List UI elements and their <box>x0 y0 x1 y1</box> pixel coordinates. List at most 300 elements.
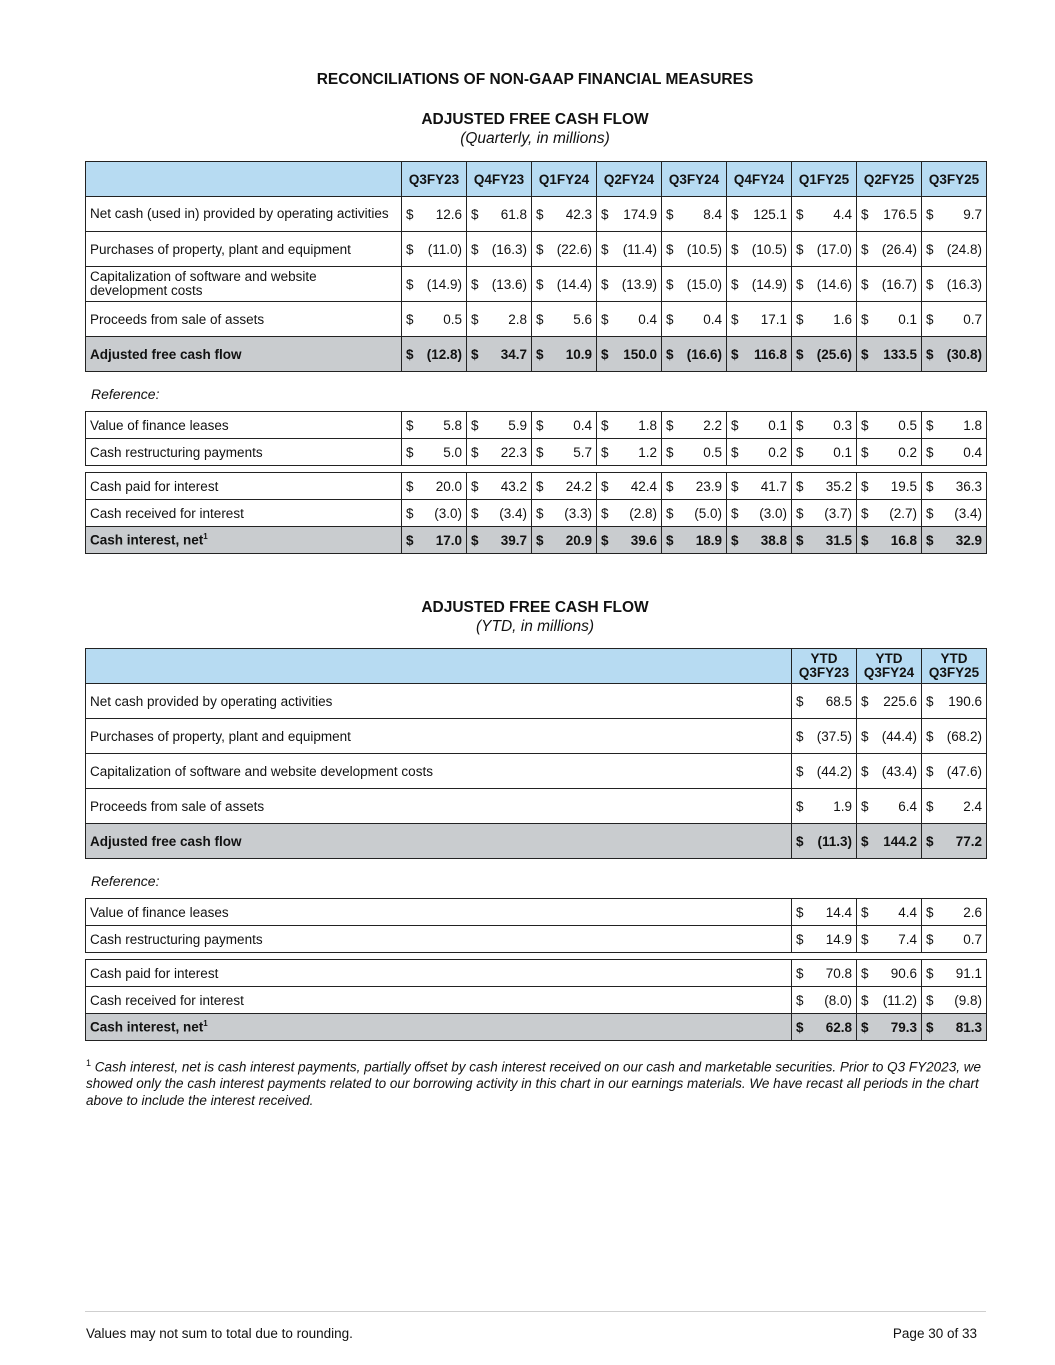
currency-symbol: $ <box>731 478 739 494</box>
value-cell <box>402 500 467 527</box>
value-cell <box>467 500 532 527</box>
value-wrap <box>796 347 852 362</box>
amount: 0.4 <box>638 311 657 327</box>
value-cell <box>922 926 987 953</box>
value-wrap <box>861 533 917 548</box>
value-cell <box>857 960 922 987</box>
value-cell <box>857 500 922 527</box>
currency-symbol: $ <box>601 505 609 521</box>
quarterly-reference-table <box>85 411 987 466</box>
currency-symbol: $ <box>926 505 934 521</box>
currency-symbol: $ <box>731 505 739 521</box>
value-wrap <box>926 506 982 521</box>
value-cell <box>792 719 857 754</box>
table-row <box>86 473 987 500</box>
row-label-text: Value of finance leases <box>90 904 229 920</box>
currency-symbol: $ <box>796 444 804 460</box>
amount: 10.9 <box>565 346 592 362</box>
footnote-ref: 1 <box>203 1019 208 1029</box>
amount: (12.8) <box>426 346 462 362</box>
value-wrap <box>471 277 527 292</box>
currency-symbol: $ <box>731 346 739 362</box>
currency-symbol: $ <box>861 965 869 981</box>
value-cell <box>792 412 857 439</box>
value-cell <box>857 1014 922 1041</box>
row-label <box>86 1014 792 1041</box>
value-cell <box>857 926 922 953</box>
value-wrap <box>861 506 917 521</box>
value-cell <box>857 232 922 267</box>
value-wrap <box>796 1020 852 1035</box>
value-wrap <box>406 347 462 362</box>
value-cell <box>792 987 857 1014</box>
currency-symbol: $ <box>861 728 869 744</box>
column-header <box>922 649 987 684</box>
value-wrap <box>926 966 982 981</box>
currency-symbol: $ <box>926 904 934 920</box>
value-wrap <box>471 533 527 548</box>
currency-symbol: $ <box>731 532 739 548</box>
amount: (25.6) <box>816 346 852 362</box>
currency-symbol: $ <box>796 931 804 947</box>
currency-symbol: $ <box>666 417 674 433</box>
column-header: Q4FY24 <box>727 162 792 197</box>
amount: (47.6) <box>946 763 982 779</box>
amount: 1.6 <box>833 311 852 327</box>
amount: 61.8 <box>500 206 527 222</box>
amount: 16.8 <box>890 532 917 548</box>
table-row <box>86 684 987 719</box>
table-row <box>86 789 987 824</box>
row-label <box>86 412 402 439</box>
value-wrap <box>926 905 982 920</box>
value-wrap <box>796 506 852 521</box>
total-row <box>86 527 987 554</box>
currency-symbol: $ <box>926 311 934 327</box>
amount: (11.4) <box>622 241 657 257</box>
value-wrap <box>406 242 462 257</box>
amount: 8.4 <box>703 206 722 222</box>
value-wrap <box>601 533 657 548</box>
value-cell <box>857 267 922 302</box>
currency-symbol: $ <box>406 346 414 362</box>
value-wrap <box>926 932 982 947</box>
value-wrap <box>861 729 917 744</box>
value-cell <box>792 684 857 719</box>
amount: 14.9 <box>825 931 852 947</box>
value-wrap <box>796 799 852 814</box>
total-row <box>86 337 987 372</box>
value-cell <box>792 197 857 232</box>
currency-symbol: $ <box>861 532 869 548</box>
value-cell <box>792 926 857 953</box>
amount: (3.0) <box>759 505 787 521</box>
value-wrap <box>731 418 787 433</box>
value-cell <box>662 527 727 554</box>
value-cell <box>922 267 987 302</box>
amount: (17.0) <box>816 241 852 257</box>
value-cell <box>597 439 662 466</box>
currency-symbol: $ <box>406 206 414 222</box>
currency-symbol: $ <box>406 241 414 257</box>
currency-symbol: $ <box>536 478 544 494</box>
row-label <box>86 500 402 527</box>
amount: (11.0) <box>427 241 462 257</box>
value-wrap <box>601 418 657 433</box>
value-wrap <box>666 312 722 327</box>
value-cell <box>857 197 922 232</box>
amount: 0.5 <box>443 311 462 327</box>
value-wrap <box>926 312 982 327</box>
amount: 12.6 <box>435 206 462 222</box>
currency-symbol: $ <box>536 532 544 548</box>
value-cell <box>857 684 922 719</box>
amount: (3.4) <box>954 505 982 521</box>
amount: (13.9) <box>621 276 657 292</box>
value-cell <box>922 302 987 337</box>
row-label-text: Proceeds from sale of assets <box>90 798 265 814</box>
currency-symbol: $ <box>601 417 609 433</box>
column-header: Q3FY24 <box>662 162 727 197</box>
column-header: Q3FY23 <box>402 162 467 197</box>
table-row <box>86 232 987 267</box>
amount: 5.6 <box>573 311 592 327</box>
amount: 34.7 <box>500 346 527 362</box>
currency-symbol: $ <box>861 931 869 947</box>
amount: 9.7 <box>963 206 982 222</box>
amount: 0.3 <box>833 417 852 433</box>
amount: 0.2 <box>768 444 787 460</box>
currency-symbol: $ <box>666 478 674 494</box>
row-label <box>86 439 402 466</box>
value-wrap <box>926 764 982 779</box>
value-cell <box>922 987 987 1014</box>
currency-symbol: $ <box>796 346 804 362</box>
value-wrap <box>861 764 917 779</box>
currency-symbol: $ <box>406 505 414 521</box>
value-wrap <box>926 445 982 460</box>
value-cell <box>792 1014 857 1041</box>
currency-symbol: $ <box>926 931 934 947</box>
value-wrap <box>406 277 462 292</box>
value-wrap <box>796 479 852 494</box>
value-cell <box>792 824 857 859</box>
value-cell <box>792 232 857 267</box>
currency-symbol: $ <box>666 346 674 362</box>
currency-symbol: $ <box>406 478 414 494</box>
value-wrap <box>666 506 722 521</box>
row-label-text: Capitalization of software and website development costs <box>90 763 433 779</box>
value-cell <box>857 987 922 1014</box>
value-wrap <box>796 533 852 548</box>
currency-symbol: $ <box>926 206 934 222</box>
value-wrap <box>471 506 527 521</box>
value-wrap <box>861 993 917 1008</box>
row-label-text: Cash interest, net <box>90 1019 204 1035</box>
amount: 20.9 <box>565 532 592 548</box>
row-label <box>86 527 402 554</box>
value-cell <box>792 439 857 466</box>
value-wrap <box>926 277 982 292</box>
currency-symbol: $ <box>731 241 739 257</box>
ytd-subtitle: (YTD, in millions) <box>476 618 594 635</box>
currency-symbol: $ <box>536 311 544 327</box>
amount: (43.4) <box>881 763 917 779</box>
amount: (3.7) <box>824 505 852 521</box>
value-cell <box>792 899 857 926</box>
amount: 68.5 <box>825 693 852 709</box>
currency-symbol: $ <box>796 728 804 744</box>
value-cell <box>792 754 857 789</box>
value-cell <box>662 267 727 302</box>
currency-symbol: $ <box>796 693 804 709</box>
value-cell <box>532 337 597 372</box>
value-cell <box>467 439 532 466</box>
row-label-text: Cash interest, net <box>90 532 204 548</box>
currency-symbol: $ <box>796 276 804 292</box>
value-wrap <box>861 347 917 362</box>
currency-symbol: $ <box>406 417 414 433</box>
currency-symbol: $ <box>861 311 869 327</box>
value-cell <box>597 232 662 267</box>
value-wrap <box>861 242 917 257</box>
value-cell <box>922 719 987 754</box>
amount: (30.8) <box>946 346 982 362</box>
amount: 14.4 <box>825 904 852 920</box>
currency-symbol: $ <box>536 417 544 433</box>
currency-symbol: $ <box>471 206 479 222</box>
currency-symbol: $ <box>861 992 869 1008</box>
value-wrap <box>406 312 462 327</box>
amount: 42.3 <box>565 206 592 222</box>
header-row <box>86 649 987 684</box>
amount: 0.1 <box>898 311 917 327</box>
value-cell <box>662 337 727 372</box>
currency-symbol: $ <box>926 276 934 292</box>
row-label <box>86 754 792 789</box>
value-cell <box>467 412 532 439</box>
currency-symbol: $ <box>471 276 479 292</box>
value-cell <box>792 527 857 554</box>
currency-symbol: $ <box>861 505 869 521</box>
value-wrap <box>406 445 462 460</box>
currency-symbol: $ <box>666 532 674 548</box>
value-cell <box>402 473 467 500</box>
currency-symbol: $ <box>926 532 934 548</box>
amount: 5.7 <box>573 444 592 460</box>
amount: 0.1 <box>768 417 787 433</box>
currency-symbol: $ <box>406 276 414 292</box>
value-wrap <box>926 694 982 709</box>
value-wrap <box>796 834 852 849</box>
currency-symbol: $ <box>731 276 739 292</box>
amount: (10.5) <box>686 241 722 257</box>
value-wrap <box>796 729 852 744</box>
currency-symbol: $ <box>406 444 414 460</box>
amount: 2.4 <box>963 798 982 814</box>
value-cell <box>532 197 597 232</box>
currency-symbol: $ <box>926 417 934 433</box>
amount: (16.3) <box>946 276 982 292</box>
currency-symbol: $ <box>796 1019 804 1035</box>
currency-symbol: $ <box>536 241 544 257</box>
currency-symbol: $ <box>731 417 739 433</box>
currency-symbol: $ <box>406 311 414 327</box>
value-cell <box>922 197 987 232</box>
currency-symbol: $ <box>666 311 674 327</box>
amount: 24.2 <box>565 478 592 494</box>
value-wrap <box>471 207 527 222</box>
amount: 38.8 <box>760 532 787 548</box>
table-row <box>86 899 987 926</box>
value-wrap <box>666 277 722 292</box>
value-wrap <box>536 207 592 222</box>
value-cell <box>922 527 987 554</box>
footnote-text: Cash interest, net is cash interest payments, partially offset by cash interest received on our cash and marketable securities. Prior to Q3 FY2023, we showed only the cash interest payments related to our borrowing activity in this chart in our earnings materials. We have recast all periods in the chart above to include the interest received. <box>86 1059 981 1108</box>
ytd-title: ADJUSTED FREE CASH FLOW <box>421 599 649 616</box>
currency-symbol: $ <box>666 206 674 222</box>
header-row <box>86 162 987 197</box>
currency-symbol: $ <box>796 241 804 257</box>
value-cell <box>597 197 662 232</box>
amount: 39.6 <box>630 532 657 548</box>
row-label <box>86 267 402 302</box>
amount: (3.3) <box>564 505 592 521</box>
value-wrap <box>406 506 462 521</box>
currency-symbol: $ <box>926 693 934 709</box>
row-label <box>86 473 402 500</box>
currency-symbol: $ <box>731 206 739 222</box>
value-cell <box>597 473 662 500</box>
value-cell <box>792 500 857 527</box>
currency-symbol: $ <box>601 532 609 548</box>
value-cell <box>792 337 857 372</box>
amount: (24.8) <box>946 241 982 257</box>
value-cell <box>922 500 987 527</box>
value-wrap <box>796 764 852 779</box>
value-wrap <box>861 834 917 849</box>
amount: 6.4 <box>898 798 917 814</box>
currency-symbol: $ <box>926 728 934 744</box>
amount: 133.5 <box>883 346 917 362</box>
quarterly-subtitle: (Quarterly, in millions) <box>460 130 610 147</box>
column-header: Q4FY23 <box>467 162 532 197</box>
value-wrap <box>536 312 592 327</box>
currency-symbol: $ <box>861 241 869 257</box>
value-cell <box>792 267 857 302</box>
currency-symbol: $ <box>471 532 479 548</box>
currency-symbol: $ <box>796 417 804 433</box>
row-label <box>86 337 402 372</box>
value-wrap <box>796 905 852 920</box>
currency-symbol: $ <box>796 505 804 521</box>
currency-symbol: $ <box>471 241 479 257</box>
row-label-text: Cash paid for interest <box>90 965 219 981</box>
currency-symbol: $ <box>666 241 674 257</box>
value-wrap <box>861 312 917 327</box>
value-wrap <box>731 347 787 362</box>
amount: (22.6) <box>556 241 592 257</box>
currency-symbol: $ <box>796 206 804 222</box>
table-row <box>86 439 987 466</box>
row-label <box>86 789 792 824</box>
amount: (13.6) <box>491 276 527 292</box>
column-header: Q3FY25 <box>922 162 987 197</box>
amount: (14.9) <box>751 276 787 292</box>
value-cell <box>792 789 857 824</box>
amount: 5.0 <box>443 444 462 460</box>
value-wrap <box>471 479 527 494</box>
currency-symbol: $ <box>471 505 479 521</box>
amount: (16.3) <box>491 241 527 257</box>
value-cell <box>467 267 532 302</box>
row-label-text: Cash paid for interest <box>90 478 219 494</box>
amount: 20.0 <box>435 478 462 494</box>
value-wrap <box>731 533 787 548</box>
value-wrap <box>926 242 982 257</box>
currency-symbol: $ <box>471 311 479 327</box>
amount: 42.4 <box>630 478 657 494</box>
value-cell <box>857 754 922 789</box>
currency-symbol: $ <box>601 206 609 222</box>
table-row <box>86 412 987 439</box>
value-wrap <box>926 479 982 494</box>
currency-symbol: $ <box>926 346 934 362</box>
currency-symbol: $ <box>536 346 544 362</box>
quarterly-title: ADJUSTED FREE CASH FLOW <box>421 111 649 128</box>
table-row <box>86 926 987 953</box>
currency-symbol: $ <box>471 444 479 460</box>
amount: 0.7 <box>963 311 982 327</box>
currency-symbol: $ <box>861 833 869 849</box>
column-header: Q2FY24 <box>597 162 662 197</box>
value-cell <box>532 302 597 337</box>
amount: 2.2 <box>703 417 722 433</box>
value-wrap <box>926 347 982 362</box>
amount: 0.4 <box>703 311 722 327</box>
row-label <box>86 684 792 719</box>
amount: 1.9 <box>833 798 852 814</box>
row-label <box>86 232 402 267</box>
value-wrap <box>601 207 657 222</box>
value-cell <box>662 439 727 466</box>
amount: 35.2 <box>825 478 852 494</box>
footer-divider <box>85 1311 986 1312</box>
row-label-text: Adjusted free cash flow <box>90 346 242 362</box>
value-wrap <box>926 1020 982 1035</box>
currency-symbol: $ <box>601 444 609 460</box>
row-label <box>86 824 792 859</box>
amount: (16.7) <box>881 276 917 292</box>
value-wrap <box>406 533 462 548</box>
currency-symbol: $ <box>861 276 869 292</box>
amount: 77.2 <box>955 833 982 849</box>
column-header <box>857 649 922 684</box>
currency-symbol: $ <box>731 444 739 460</box>
value-wrap <box>536 533 592 548</box>
value-cell <box>532 412 597 439</box>
row-label-text: Purchases of property, plant and equipment <box>90 241 351 257</box>
value-cell <box>792 960 857 987</box>
currency-symbol: $ <box>861 798 869 814</box>
value-cell <box>727 302 792 337</box>
value-wrap <box>666 418 722 433</box>
amount: (44.2) <box>816 763 852 779</box>
currency-symbol: $ <box>926 444 934 460</box>
value-cell <box>532 473 597 500</box>
value-cell <box>532 500 597 527</box>
amount: (44.4) <box>881 728 917 744</box>
